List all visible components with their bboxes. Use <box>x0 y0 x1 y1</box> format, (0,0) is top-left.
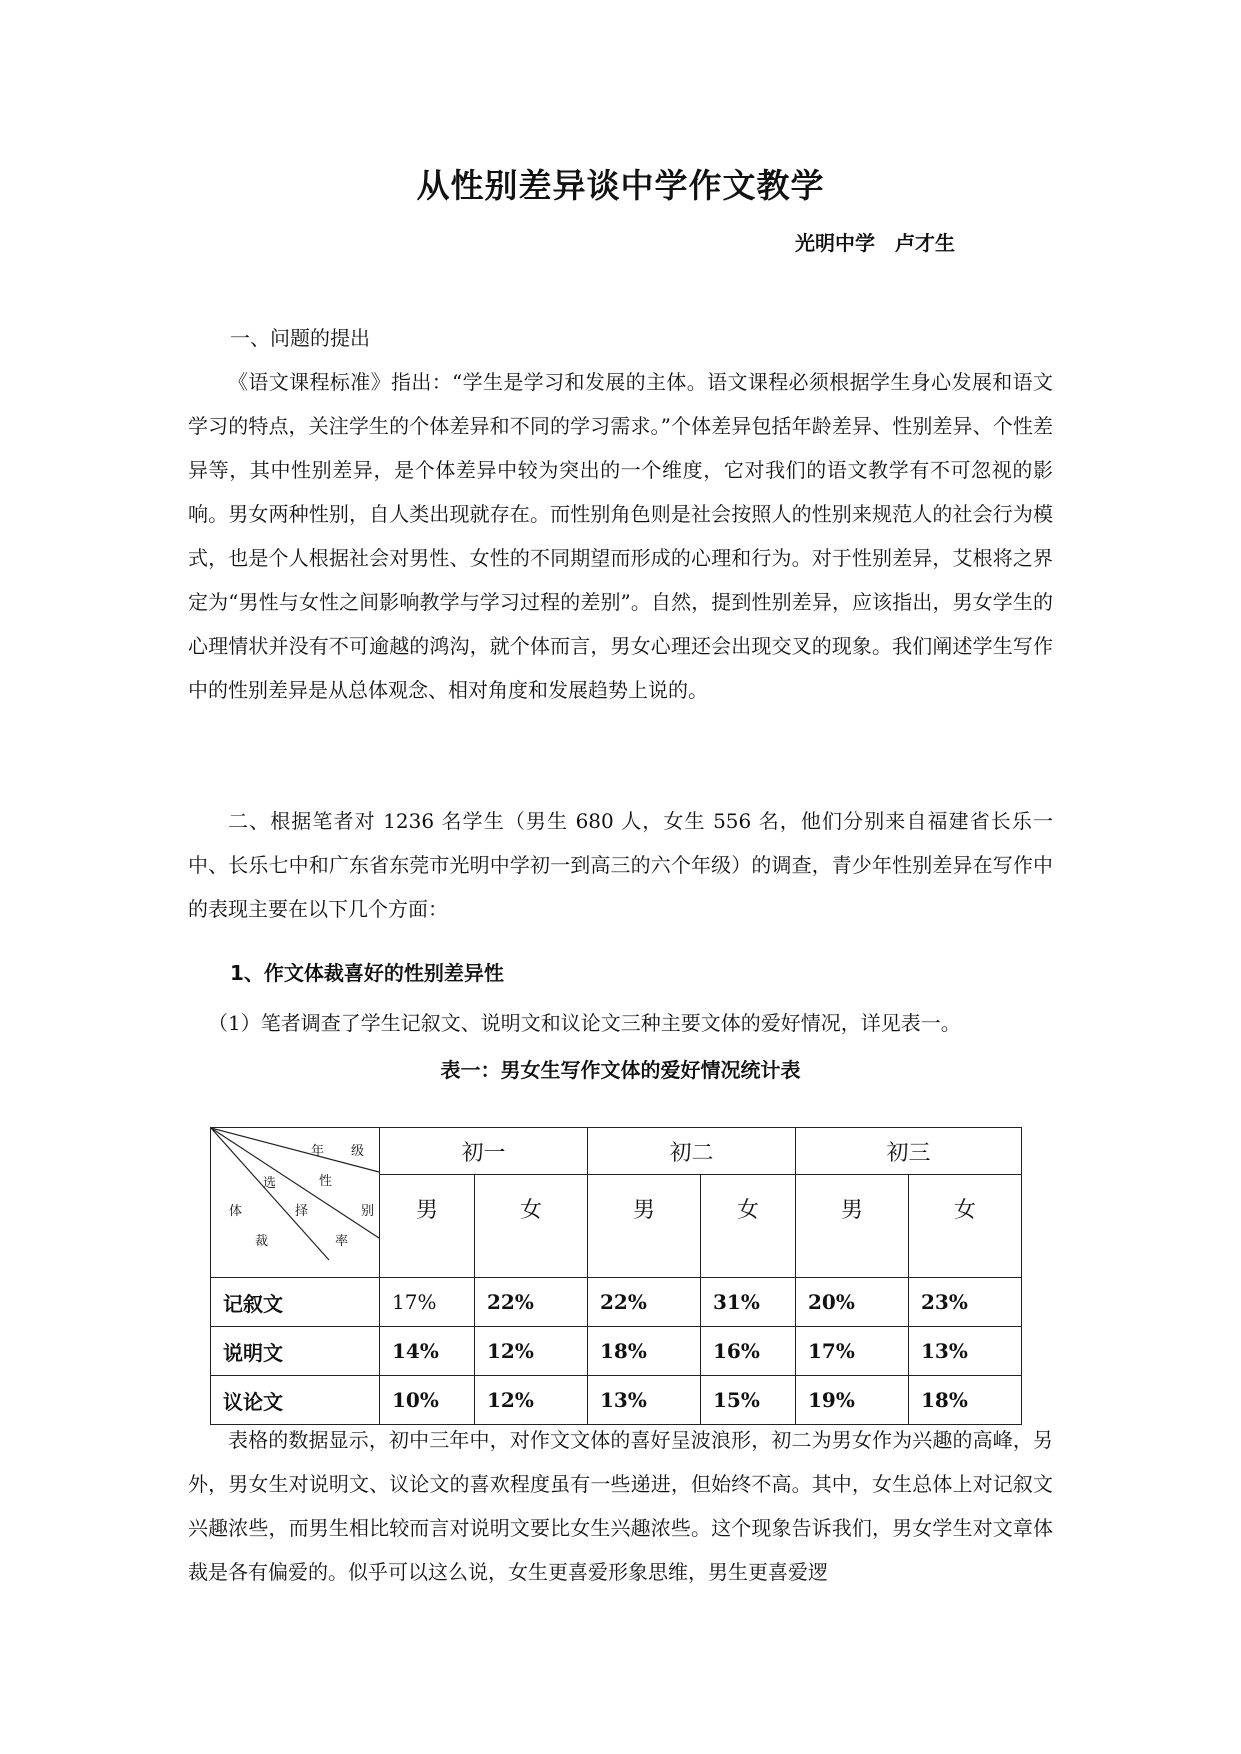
table-cell: 16% <box>701 1327 796 1376</box>
table-cell: 17% <box>380 1278 475 1327</box>
paragraph-3-text: （1）笔者调查了学生记叙文、说明文和议论文三种主要文体的爱好情况，详见表一。 <box>208 1011 961 1035</box>
paragraph-3 <box>208 1001 1073 1045</box>
sex-header-female: 女 <box>701 1175 796 1278</box>
grade-header-3: 初三 <box>796 1128 1022 1175</box>
paragraph-1 <box>188 360 1053 712</box>
corner-label-select-1: 选 <box>263 1176 277 1191</box>
table-cell: 20% <box>796 1278 909 1327</box>
table-row <box>211 1327 1022 1376</box>
subheading-genre-preference: 1、作文体裁喜好的性别差异性 <box>230 961 504 985</box>
diagonal-corner-cell <box>211 1128 380 1278</box>
table-cell: 15% <box>701 1376 796 1425</box>
corner-label-rate: 率 <box>335 1234 349 1249</box>
table-cell: 31% <box>701 1278 796 1327</box>
paragraph-1-text: 《语文课程标准》指出：“学生是学习和发展的主体。语文课程必须根据学生身心发展和语文学习的特点，关注学生的个体差异和不同的学习需求。”个体差异包括年龄差异、性别差异、个性差异等，其中性别差异，是个体差异中较为突出的一个维度，它对我们的语文教学有不可忽视的影响。男女两种性别，自人类出现就存在。而性别角色则是社会按照人的性别来规范人的社会行为模式，也是个人根据社会对男性、女性的不同期望而形成的心理和行为。对于性别差异，艾根将之界定为“男性与女性之间影响教学与学习过程的差别”。自然，提到性别差异，应该指出，男女学生的心理情状并没有不可逾越的鸿沟，就个体而言，男女心理还会出现交叉的现象。我们阐述学生写作中的性别差异是从总体观念、相对角度和发展趋势上说的。 <box>188 370 1053 702</box>
table-cell: 17% <box>796 1327 909 1376</box>
table-cell: 13% <box>588 1376 701 1425</box>
table-cell: 22% <box>475 1278 588 1327</box>
table-cell: 10% <box>380 1376 475 1425</box>
table-cell: 12% <box>475 1327 588 1376</box>
table-caption: 表一：男女生写作文体的爱好情况统计表 <box>440 1058 801 1082</box>
table-cell: 19% <box>796 1376 909 1425</box>
corner-label-sex-2: 别 <box>361 1204 375 1219</box>
sex-header-male: 男 <box>796 1175 909 1278</box>
genre-preference-table <box>210 1127 1022 1425</box>
row-label: 议论文 <box>211 1376 380 1425</box>
table-cell: 18% <box>909 1376 1022 1425</box>
table-cell: 18% <box>588 1327 701 1376</box>
corner-label-genre-2: 裁 <box>255 1234 269 1249</box>
table-cell: 12% <box>475 1376 588 1425</box>
corner-label-grade-2: 级 <box>351 1144 365 1159</box>
author-line: 光明中学 卢才生 <box>795 231 955 255</box>
corner-label-sex-1: 性 <box>319 1174 333 1189</box>
table-cell: 23% <box>909 1278 1022 1327</box>
corner-label-genre-1: 体 <box>229 1204 243 1219</box>
paragraph-4-text: 表格的数据显示，初中三年中，对作文文体的喜好呈波浪形，初二为男女作为兴趣的高峰，另外，男女生对说明文、议论文的喜欢程度虽有一些递进，但始终不高。其中，女生总体上对记叙文兴趣浓些，而男生相比较而言对说明文要比女生兴趣浓些。这个现象告诉我们，男女学生对文章体裁是各有偏爱的。似乎可以这么说，女生更喜爱形象思维，男生更喜爱逻 <box>188 1428 1053 1584</box>
sex-header-male: 男 <box>380 1175 475 1278</box>
paragraph-4 <box>188 1418 1053 1594</box>
section-heading-1: 一、问题的提出 <box>230 326 370 350</box>
sex-header-male: 男 <box>588 1175 701 1278</box>
sex-header-female: 女 <box>475 1175 588 1278</box>
table-row <box>211 1278 1022 1327</box>
paragraph-2-text: 二、根据笔者对 1236 名学生（男生 680 人，女生 556 名，他们分别来自福建省长乐一中、长乐七中和广东省东莞市光明中学初一到高三的六个年级）的调查，青少年性别差异在写作中的表现主要在以下几个方面： <box>188 809 1053 921</box>
grade-header-1: 初一 <box>380 1128 588 1175</box>
corner-label-select-2: 择 <box>295 1204 309 1219</box>
table-cell: 22% <box>588 1278 701 1327</box>
sex-header-female: 女 <box>909 1175 1022 1278</box>
corner-label-grade-1: 年 <box>311 1144 325 1159</box>
table-cell: 13% <box>909 1327 1022 1376</box>
document-title: 从性别差异谈中学作文教学 <box>416 166 825 205</box>
table-cell: 14% <box>380 1327 475 1376</box>
row-label: 记叙文 <box>211 1278 380 1327</box>
row-label: 说明文 <box>211 1327 380 1376</box>
grade-header-2: 初二 <box>588 1128 796 1175</box>
paragraph-2 <box>188 799 1053 931</box>
table-header-row <box>211 1128 1022 1175</box>
